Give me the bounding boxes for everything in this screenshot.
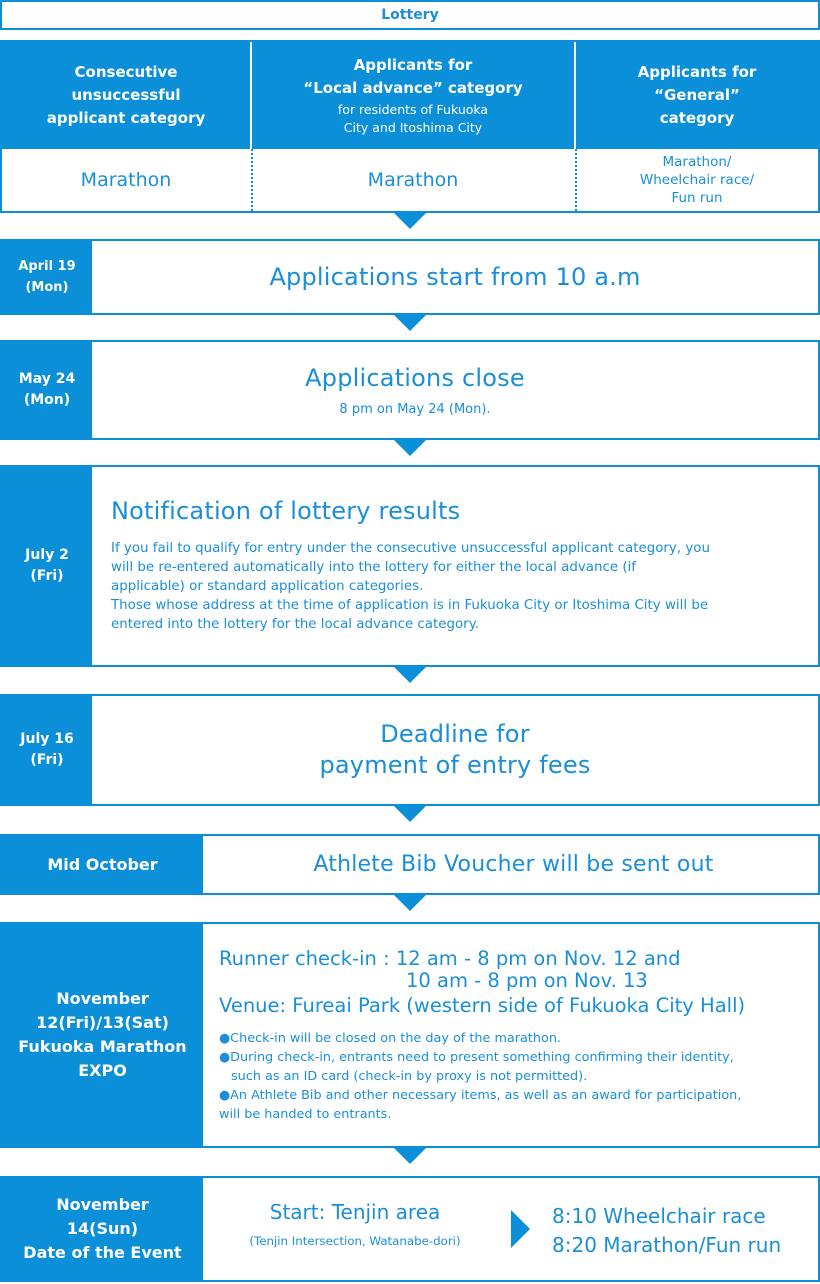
category-title-line: category [659,109,735,127]
down-arrow-icon [394,806,426,822]
down-arrow-icon [394,1148,426,1164]
timeline-row-lottery-results [0,465,820,667]
notice-line: will be re-entered automatically into the lottery for either the local advance (if [111,560,636,575]
date-line: EXPO [78,1061,127,1080]
timeline-row-expo [0,922,820,1148]
timeline-content [203,1178,818,1280]
timeline-title-line: payment of entry fees [319,751,591,779]
date-line: Fukuoka Marathon [18,1037,187,1056]
timeline-content [92,467,818,665]
date-line: July 16 [20,731,74,747]
checkin-line: Runner check-in : 12 am - 8 pm on Nov. 12 and [219,947,681,970]
start-location [223,1200,487,1248]
category-note-line: for residents of Fukuoka [337,101,489,117]
bullet-line: ●During check-in, entrants need to present something confirming their identity, [219,1050,734,1065]
down-arrow-icon [394,667,426,683]
venue-line: Venue: Fureai Park (western side of Fukuoka City Hall) [219,994,746,1017]
timeline-row-applications-close [0,340,820,440]
bullet-line: ●Check-in will be closed on the day of the marathon. [219,1031,561,1046]
timeline-subtitle: 8 pm on May 24 (Mon). [339,401,491,417]
bullet-line: ●An Athlete Bib and other necessary items, as well as an award for participation, [219,1088,742,1103]
category-title-line: applicant category [46,109,206,127]
category-title-line: Applicants for [353,55,473,74]
bullet-line: will be handed to entrants. [219,1107,392,1122]
timeline-row-payment-deadline [0,694,820,806]
date-line: (Mon) [25,280,69,295]
category-header-general [576,42,818,149]
category-title-line: Applicants for [637,63,757,81]
timeline-title: Applications start from 10 a.m [269,263,641,291]
notice-line: Those whose address at the time of application is in Fukuoka City or Itoshima City will be [111,598,709,613]
lottery-title: Lottery [381,7,439,23]
timeline-content [92,241,818,313]
date-line: 12(Fri)/13(Sat) [36,1013,169,1032]
triangle-right-icon [511,1210,530,1248]
timeline-date [2,836,203,893]
column-divider [251,149,253,211]
events-consecutive [2,149,250,211]
date-line: 14(Sun) [66,1219,139,1238]
start-note: (Tenjin Intersection, Watanabe-dori) [249,1234,461,1248]
date-line: July 2 [25,547,69,563]
down-arrow-icon [394,440,426,456]
events-general [576,149,818,211]
category-title-line: unsuccessful [71,86,181,104]
start-title: Start: Tenjin area [269,1200,441,1224]
event-label: Wheelchair race/ [639,172,755,188]
notice-line: If you fail to qualify for entry under the consecutive unsuccessful applicant category, you [111,541,710,556]
timeline-content [92,696,818,804]
event-label: Marathon [367,169,459,191]
notice-line: applicable) or standard application categories. [111,579,424,594]
date-line: November [56,1195,149,1214]
start-time-line: 8:10 Wheelchair race [552,1204,766,1228]
timeline-date [2,696,92,804]
down-arrow-icon [394,315,426,331]
timeline-date [2,924,203,1146]
date-line: (Mon) [23,392,71,408]
timeline-title: Athlete Bib Voucher will be sent out [313,852,714,877]
timeline-date [2,467,92,665]
start-time-line: 8:20 Marathon/Fun run [552,1233,782,1257]
category-table [0,40,820,213]
timeline-title: Applications close [305,363,525,392]
timeline-title-line: Deadline for [380,720,530,748]
date-line: (Fri) [30,752,64,768]
lottery-header [0,0,820,30]
date-line: April 19 [18,259,76,274]
timeline-title: Notification of lottery results [111,497,461,525]
event-label: Marathon [80,169,172,191]
date-line: May 24 [18,371,76,387]
timeline-date [2,342,92,438]
timeline-row-event-day [0,1176,820,1282]
category-note-line: City and Itoshima City [343,119,483,135]
date-line: Date of the Event [23,1243,182,1262]
checkin-notes [219,1029,818,1124]
timeline-date [2,1178,203,1280]
category-title-line: “General” [654,86,740,104]
lottery-notice-text [111,539,818,634]
category-title-line: Consecutive [74,63,178,81]
timeline-content [203,924,818,1146]
notice-line: entered into the lottery for the local advance category. [111,617,479,632]
checkin-info [219,948,818,1017]
bullet-line: such as an ID card (check-in by proxy is not permitted). [231,1069,588,1084]
timeline-content [203,836,818,893]
timeline-content [92,342,818,438]
date-line: Mid October [47,855,158,874]
category-title-line: “Local advance” category [303,78,523,97]
category-header-consecutive [2,42,250,149]
timeline-row-applications-start [0,239,820,315]
event-label: Fun run [671,190,723,206]
date-line: (Fri) [30,568,64,584]
column-divider [250,42,252,149]
down-arrow-icon [394,213,426,229]
timeline-date [2,241,92,313]
date-line: November [56,989,149,1008]
column-divider [574,42,576,149]
event-label: Marathon/ [662,154,732,170]
column-divider [575,149,577,211]
start-times [552,1202,781,1260]
category-header-local-advance [252,42,574,149]
checkin-line: 10 am - 8 pm on Nov. 13 [406,969,648,992]
down-arrow-icon [394,895,426,911]
timeline-row-bib-voucher [0,834,820,895]
events-local-advance [252,149,574,211]
